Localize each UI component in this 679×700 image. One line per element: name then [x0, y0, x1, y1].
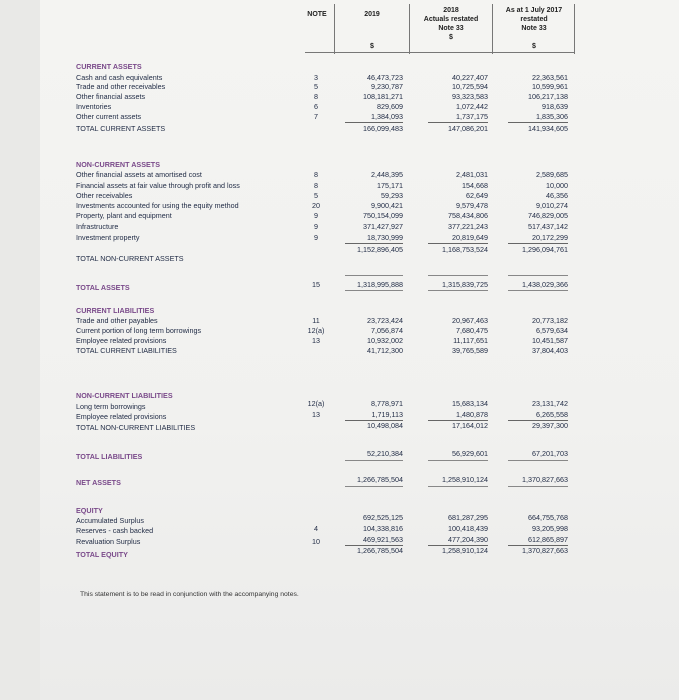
row-2019: 750,154,099	[363, 211, 403, 220]
total-current-assets-label: TOTAL CURRENT ASSETS	[76, 124, 166, 133]
row-2017: 746,829,005	[528, 211, 568, 220]
row-2017: 106,217,138	[528, 92, 568, 101]
row-2017: 918,639	[542, 102, 568, 111]
non-current-assets-heading: NON-CURRENT ASSETS	[76, 160, 160, 169]
row-2018: 1,737,175	[456, 112, 488, 121]
row-2019: 104,338,816	[363, 524, 403, 533]
row-2019: 18,730,999	[367, 233, 403, 242]
net-assets-rule	[508, 486, 568, 487]
row-label: Reserves - cash backed	[76, 526, 154, 535]
row-note: 9	[314, 211, 318, 220]
total-assets-2017: 1,438,029,366	[522, 280, 568, 289]
row-2017: 10,000	[546, 181, 568, 190]
row-2018: 2,481,031	[456, 170, 488, 179]
row-label: Revaluation Surplus	[76, 537, 141, 546]
total-assets-note: 15	[312, 280, 320, 289]
total-current-liabilities-2018: 39,765,589	[452, 346, 488, 355]
row-2019: 469,921,563	[363, 535, 403, 544]
row-2019: 8,778,971	[371, 399, 403, 408]
column-divider	[334, 4, 335, 54]
subtotal-rule	[428, 122, 488, 123]
total-equity-label: TOTAL EQUITY	[76, 550, 128, 559]
row-2018: 40,227,407	[452, 73, 488, 82]
row-note: 5	[314, 191, 318, 200]
row-note: 11	[312, 316, 320, 325]
total-non-current-liabilities-2018: 17,164,012	[452, 421, 488, 430]
row-2017: 22,363,561	[532, 73, 568, 82]
year-2018-subheader: Actuals restated	[423, 16, 479, 23]
total-current-liabilities-2017: 37,804,403	[532, 346, 568, 355]
row-2017: 664,755,768	[528, 513, 568, 522]
total-liabilities-rule	[428, 460, 488, 461]
row-label: Investment property	[76, 233, 140, 242]
subtotal-rule	[508, 122, 568, 123]
year-2017-subheader: restated	[520, 16, 548, 23]
total-liabilities-2019: 52,210,384	[367, 449, 403, 458]
equity-heading: EQUITY	[76, 506, 103, 515]
total-assets-rule	[508, 275, 568, 276]
net-assets-rule	[345, 486, 403, 487]
row-2018: 377,221,243	[448, 222, 488, 231]
row-2017: 93,205,998	[532, 524, 568, 533]
row-2017: 20,773,182	[532, 316, 568, 325]
row-2019: 1,384,093	[371, 112, 403, 121]
row-label: Long term borrowings	[76, 402, 146, 411]
total-assets-2018: 1,315,839,725	[442, 280, 488, 289]
row-label: Financial assets at fair value through profit and loss	[76, 181, 240, 190]
currency-2018: $	[449, 34, 453, 41]
row-note: 12(a)	[307, 399, 325, 408]
row-2018: 758,434,806	[448, 211, 488, 220]
row-note: 8	[314, 170, 318, 179]
row-label: Investments accounted for using the equity method	[76, 201, 239, 210]
row-label: Employee related provisions	[76, 336, 167, 345]
row-label: Property, plant and equipment	[76, 211, 172, 220]
row-2019: 1,719,113	[371, 410, 403, 419]
row-2019: 175,171	[377, 181, 403, 190]
subtotal-rule	[508, 243, 568, 244]
row-note: 7	[314, 112, 318, 121]
row-2019: 371,427,927	[363, 222, 403, 231]
row-2019: 7,056,874	[371, 326, 403, 335]
total-assets-2019: 1,318,995,888	[357, 280, 403, 289]
column-divider	[409, 4, 410, 54]
row-label: Trade and other receivables	[76, 82, 166, 91]
row-2017: 9,010,274	[536, 201, 568, 210]
total-assets-rule	[508, 290, 568, 291]
total-liabilities-rule	[508, 460, 568, 461]
row-2019: 692,525,125	[363, 513, 403, 522]
header-bottom-rule	[305, 52, 575, 53]
total-assets-rule	[428, 290, 488, 291]
row-2018: 11,117,651	[453, 336, 488, 345]
row-2018: 1,072,442	[456, 102, 488, 111]
total-non-current-liabilities-2017: 29,397,300	[532, 421, 568, 430]
total-liabilities-2017: 67,201,703	[532, 449, 568, 458]
net-assets-2017: 1,370,827,663	[522, 475, 568, 484]
year-2019-header: 2019	[364, 11, 380, 18]
total-assets-rule	[345, 290, 403, 291]
row-2017: 46,356	[546, 191, 568, 200]
column-divider	[574, 4, 575, 54]
row-2017: 517,437,142	[528, 222, 568, 231]
total-non-current-liabilities-label: TOTAL NON-CURRENT LIABILITIES	[76, 423, 196, 432]
row-note: 10	[312, 537, 320, 546]
row-2018: 20,819,649	[452, 233, 488, 242]
row-label: Employee related provisions	[76, 412, 167, 421]
total-liabilities-rule	[345, 460, 403, 461]
row-2017: 20,172,299	[532, 233, 568, 242]
row-label: Inventories	[76, 102, 112, 111]
note-column-header: NOTE	[307, 11, 327, 18]
year-2018-note: Note 33	[438, 25, 464, 32]
row-2018: 154,668	[462, 181, 488, 190]
row-label: Other current assets	[76, 112, 142, 121]
total-liabilities-label: TOTAL LIABILITIES	[76, 452, 143, 461]
total-non-current-assets-2019: 1,152,896,405	[357, 245, 403, 254]
row-label: Accumulated Surplus	[76, 516, 144, 525]
row-label: Current portion of long term borrowings	[76, 326, 202, 335]
row-note: 12(a)	[307, 326, 325, 335]
row-note: 6	[314, 102, 318, 111]
row-2017: 2,589,685	[536, 170, 568, 179]
row-2018: 9,579,478	[456, 201, 488, 210]
total-current-assets-2019: 166,099,483	[363, 124, 403, 133]
column-divider	[492, 4, 493, 54]
row-2017: 6,579,634	[536, 326, 568, 335]
row-note: 20	[312, 201, 320, 210]
row-note: 3	[314, 73, 318, 82]
row-2019: 2,448,395	[371, 170, 403, 179]
row-2019: 9,230,787	[371, 82, 403, 91]
current-liabilities-heading: CURRENT LIABILITIES	[76, 306, 155, 315]
row-2018: 100,418,439	[448, 524, 488, 533]
total-non-current-assets-label: TOTAL NON-CURRENT ASSETS	[76, 254, 184, 263]
total-assets-rule	[428, 275, 488, 276]
row-note: 8	[314, 92, 318, 101]
total-assets-label: TOTAL ASSETS	[76, 283, 130, 292]
total-current-assets-2018: 147,086,201	[448, 124, 488, 133]
row-2018: 477,204,390	[448, 535, 488, 544]
row-note: 13	[312, 336, 320, 345]
net-assets-rule	[428, 486, 488, 487]
total-non-current-assets-2018: 1,168,753,524	[442, 245, 488, 254]
row-2019: 9,900,421	[371, 201, 403, 210]
year-2017-header: As at 1 July 2017	[505, 7, 563, 14]
total-assets-rule	[345, 275, 403, 276]
row-2018: 1,480,878	[456, 410, 488, 419]
footnote: This statement is to be read in conjunction with the accompanying notes.	[80, 591, 299, 598]
year-2018-header: 2018	[443, 7, 459, 14]
net-assets-2018: 1,258,910,124	[442, 475, 488, 484]
row-2019: 46,473,723	[367, 73, 403, 82]
total-liabilities-2018: 56,929,601	[452, 449, 488, 458]
row-note: 8	[314, 181, 318, 190]
row-2019: 108,181,271	[363, 92, 403, 101]
row-2019: 59,293	[381, 191, 403, 200]
currency-2019: $	[370, 43, 374, 50]
row-note: 4	[314, 524, 318, 533]
row-note: 13	[312, 410, 320, 419]
subtotal-rule	[345, 243, 403, 244]
row-note: 9	[314, 233, 318, 242]
total-non-current-assets-2017: 1,296,094,761	[522, 245, 568, 254]
row-2019: 10,932,002	[367, 336, 403, 345]
row-label: Other financial assets	[76, 92, 146, 101]
row-note: 9	[314, 222, 318, 231]
row-2017: 10,599,961	[532, 82, 568, 91]
row-2018: 93,323,583	[452, 92, 488, 101]
total-equity-2018: 1,258,910,124	[442, 546, 488, 555]
total-current-assets-2017: 141,934,605	[528, 124, 568, 133]
row-2018: 10,725,594	[452, 82, 488, 91]
row-2018: 62,649	[466, 191, 488, 200]
total-equity-2019: 1,266,785,504	[357, 546, 403, 555]
row-2017: 6,265,558	[536, 410, 568, 419]
row-note: 5	[314, 82, 318, 91]
currency-2017: $	[532, 43, 536, 50]
row-label: Infrastructure	[76, 222, 119, 231]
row-2019: 829,609	[377, 102, 403, 111]
row-2018: 681,287,295	[448, 513, 488, 522]
row-2017: 1,835,306	[536, 112, 568, 121]
row-2017: 23,131,742	[532, 399, 568, 408]
subtotal-rule	[428, 243, 488, 244]
total-equity-2017: 1,370,827,663	[522, 546, 568, 555]
row-label: Other receivables	[76, 191, 133, 200]
net-assets-2019: 1,266,785,504	[357, 475, 403, 484]
row-2018: 15,683,134	[452, 399, 488, 408]
year-2017-note: Note 33	[521, 25, 547, 32]
row-label: Trade and other payables	[76, 316, 158, 325]
net-assets-label: NET ASSETS	[76, 478, 121, 487]
row-label: Cash and cash equivalents	[76, 73, 163, 82]
row-2017: 10,451,587	[532, 336, 568, 345]
row-2018: 7,680,475	[456, 326, 488, 335]
total-current-liabilities-label: TOTAL CURRENT LIABILITIES	[76, 346, 177, 355]
subtotal-rule	[345, 122, 403, 123]
row-2018: 20,967,463	[452, 316, 488, 325]
non-current-liabilities-heading: NON-CURRENT LIABILITIES	[76, 391, 173, 400]
total-non-current-liabilities-2019: 10,498,084	[367, 421, 403, 430]
row-label: Other financial assets at amortised cost	[76, 170, 202, 179]
row-2019: 23,723,424	[367, 316, 403, 325]
current-assets-heading: CURRENT ASSETS	[76, 62, 142, 71]
total-current-liabilities-2019: 41,712,300	[367, 346, 403, 355]
row-2017: 612,865,897	[528, 535, 568, 544]
